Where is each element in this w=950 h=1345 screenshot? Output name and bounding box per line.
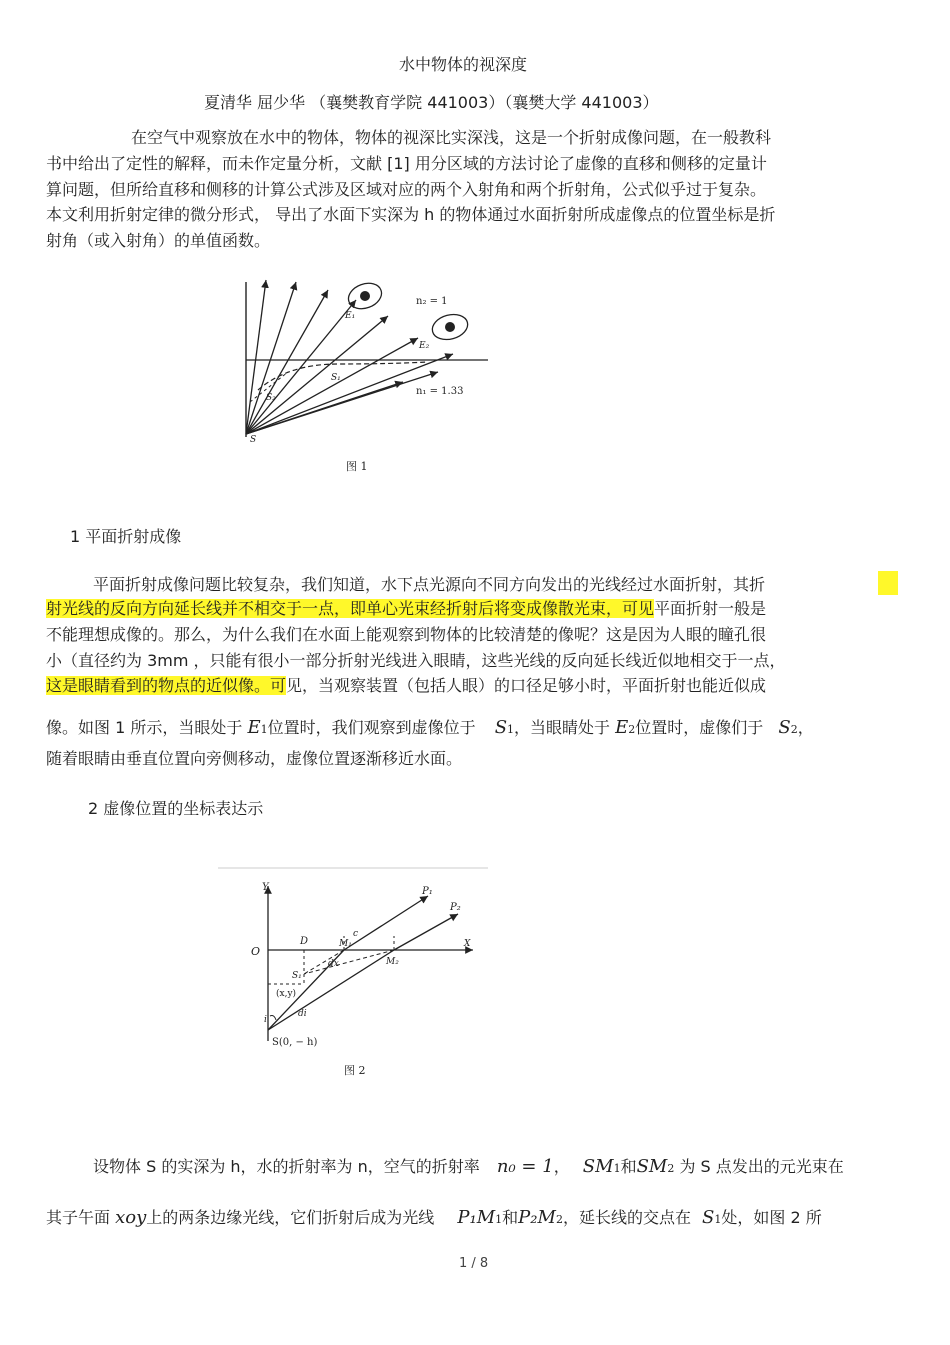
fig2-label-x: X (464, 939, 471, 949)
fig2-label-p1: P₁ (422, 886, 433, 897)
intro-line-4: 本文利用折射定律的微分形式， 导出了水面下实深为 h 的物体通过水面折射所成虚像点的位置坐标是折 (46, 205, 776, 224)
intro-line-5: 射角（或入射角）的单值函数。 (46, 231, 271, 250)
s1-line-5 (46, 675, 766, 697)
fig2-label-m1: M₁ (339, 939, 352, 949)
bottom-line-2-a: 其子午面 (46, 1208, 111, 1227)
s1-line-5-rest: 见，当观察装置（包括人眼）的口径足够小时，平面折射也能近似成 (286, 676, 767, 695)
s1-line-4: 小（直径约为 3mm ，只能有很小一部分折射光线进入眼睛，这些光线的反向延长线近似地相交于一点， (46, 651, 786, 670)
fig2-label-c: c (353, 929, 359, 939)
fig2-label-s: S(0, − h) (272, 1037, 318, 1048)
bottom-line-2 (46, 1207, 822, 1231)
math-e1: E1 (247, 717, 268, 738)
s1-line-3: 不能理想成像的。那么，为什么我们在水面上能观察到物体的比较清楚的像呢？这是因为人眼的瞳孔很 (46, 625, 767, 644)
eye-e2-icon (430, 311, 471, 343)
fig2-label-o: O (251, 945, 261, 958)
math-s1: S1 (494, 717, 515, 738)
math-xoy: xoy (115, 1207, 147, 1228)
s1-line-2-rest: 平面折射一般是 (654, 599, 767, 618)
bottom-line-1-d: 为 S 点发出的元光束在 (679, 1157, 844, 1176)
s1-line-1: 平面折射成像问题比较复杂，我们知道，水下点光源向不同方向发出的光线经过水面折射，其折 (93, 575, 766, 594)
fig1-label-s: S (250, 435, 257, 445)
bottom-line-2-d: ，延长线的交点在 (562, 1208, 691, 1227)
fig2-label-s1: S₁ (292, 971, 302, 981)
fig1-label-s1: S₁ (331, 373, 341, 383)
s1-line-6-e: ， (797, 718, 814, 737)
highlight-1: 射光线的反向方向延长线并不相交于一点，即单心光束经折射后将变成像散光束，可见 (46, 599, 655, 618)
bottom-line-2-c: 和 (502, 1208, 519, 1227)
s1-line-6-b: 位置时，我们观察到虚像位于 (267, 718, 476, 737)
math-s2: S2 (778, 717, 798, 738)
fig2-label-di: di (298, 1009, 307, 1019)
s1-line-6-a: 像。如图 1 所示，当眼处于 (46, 718, 243, 737)
math-n0-eq-1: n₀ = 1 (496, 1156, 554, 1177)
math-p1m1: P₁M1 (457, 1207, 503, 1228)
fig2-label-y: Y (262, 882, 269, 893)
fig2-label-m2: M₂ (386, 957, 399, 967)
math-sm2: SM2 (636, 1156, 675, 1177)
bottom-line-1-a: 设物体 S 的实深为 h，水的折射率为 n，空气的折射率 (93, 1157, 480, 1176)
bottom-line-1 (93, 1156, 844, 1180)
intro-line-2: 书中给出了定性的解释，而未作定量分析，文献 [1] 用分区域的方法讨论了虚像的直移和侧移的定量计 (46, 154, 767, 173)
highlight-2: 这是眼睛看到的物点的近似像。可 (46, 676, 287, 695)
figure-2 (218, 866, 490, 1082)
math-e2: E2 (615, 717, 636, 738)
fig1-label-e2: E₂ (419, 341, 430, 351)
paper-title: 水中物体的视深度 (399, 55, 528, 74)
figure-1 (228, 272, 498, 484)
fig2-label-dx: dx (328, 959, 339, 969)
s1-line-6-d: 位置时，虚像们于 (635, 718, 764, 737)
fig2-label-d: D (300, 936, 309, 947)
math-s1-b: S1 (702, 1207, 722, 1228)
eye-e1-icon (345, 279, 385, 313)
fig2-label-xy: (x,y) (276, 989, 297, 999)
bottom-line-1-c: 和 (620, 1157, 637, 1176)
fig1-label-e1: E₁ (345, 311, 356, 321)
s1-line-7: 随着眼睛由垂直位置向旁侧移动，虚像位置逐渐移近水面。 (46, 749, 463, 768)
math-p2m2: P₂M2 (518, 1207, 563, 1228)
s1-line-6 (46, 717, 814, 741)
fig2-label-i: i (264, 1015, 267, 1025)
fig1-caption: 图 1 (346, 460, 368, 473)
fig1-label-n1: n₁ = 1.33 (416, 386, 464, 397)
page-number: 1 / 8 (459, 1256, 489, 1271)
intro-line-3: 算问题，但所给直移和侧移的计算公式涉及区域对应的两个入射角和两个折射角，公式似乎过于复杂。 (46, 180, 767, 199)
section-1-heading: 1 平面折射成像 (70, 527, 182, 546)
bottom-line-2-b: 上的两条边缘光线，它们折射后成为光线 (146, 1208, 435, 1227)
section-2-heading: 2 虚像位置的坐标表达示 (88, 799, 264, 818)
highlight-marker (878, 571, 898, 595)
bottom-line-1-b: ， (553, 1157, 570, 1176)
s1-line-6-c: ，当眼睛处于 (514, 718, 611, 737)
intro-line-1: 在空气中观察放在水中的物体，物体的视深比实深浅，这是一个折射成像问题，在一般教科 (131, 128, 772, 147)
math-sm1: SM1 (582, 1156, 621, 1177)
authors-line: 夏清华 屈少华 （襄樊教育学院 441003）（襄樊大学 441003） (204, 93, 659, 112)
s1-line-2 (46, 598, 766, 620)
fig2-label-p2: P₂ (450, 902, 461, 913)
fig1-label-s2: S₂ (266, 393, 276, 403)
fig1-label-n2: n₂ = 1 (416, 296, 448, 307)
fig2-caption: 图 2 (344, 1064, 366, 1077)
bottom-line-2-e: 处，如图 2 所 (721, 1208, 822, 1227)
